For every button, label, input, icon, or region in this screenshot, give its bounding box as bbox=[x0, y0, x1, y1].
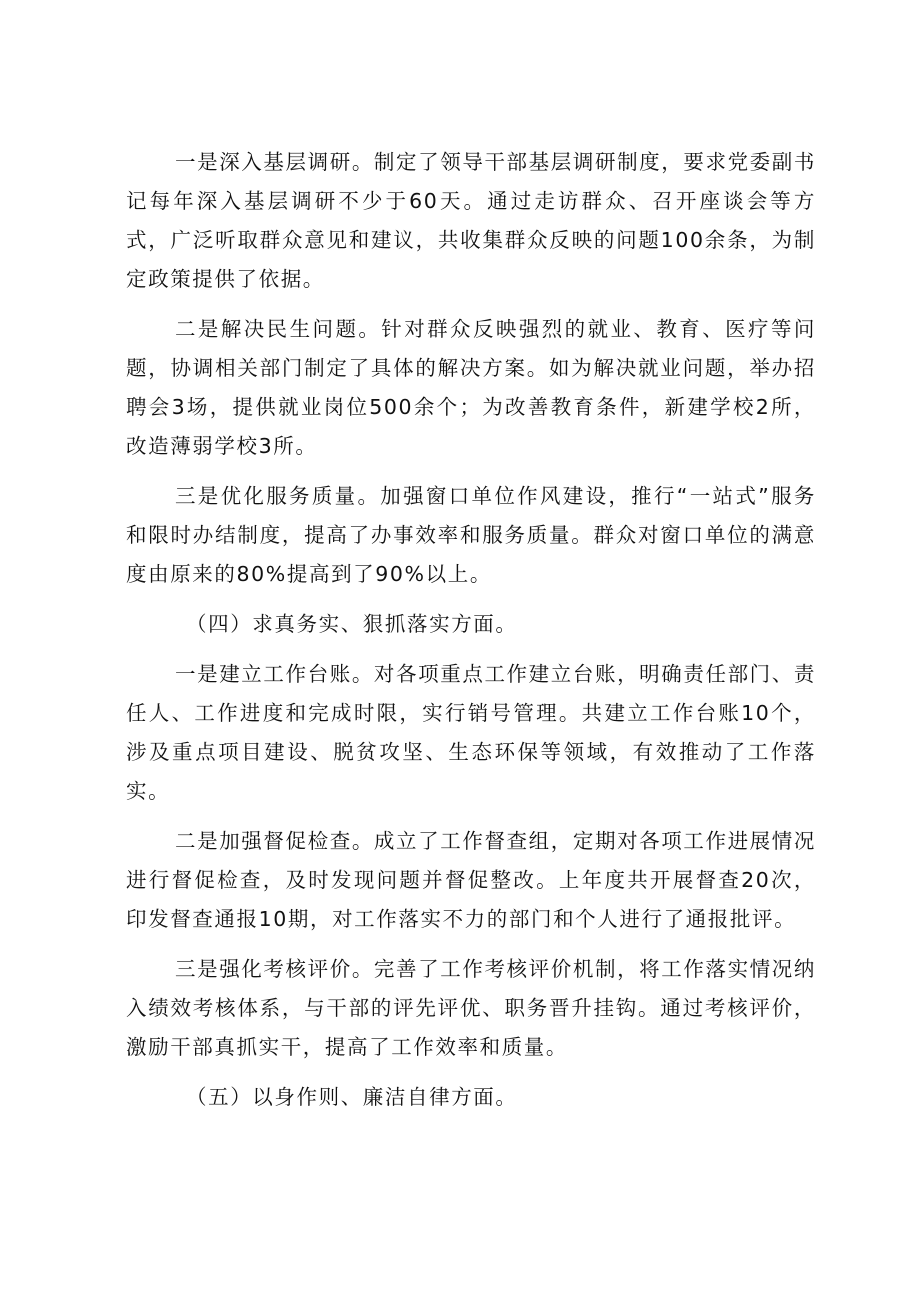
paragraph-grassroots-research: 一是深入基层调研。制定了领导干部基层调研制度，要求党委副书记每年深入基层调研不少于60天。通过走访群众、召开座谈会等方式，广泛听取群众意见和建议，共收集群众反映的问题100余条，为制定政策提供了依据。 bbox=[126, 150, 816, 291]
section-heading-4: （四）求真务实、狠抓落实方面。 bbox=[186, 612, 518, 636]
paragraph-service-quality: 三是优化服务质量。加强窗口单位作风建设，推行“一站式”服务和限时办结制度，提高了办事效率和服务质量。群众对窗口单位的满意度由原来的80%提高到了90%以上。 bbox=[126, 484, 816, 586]
section-heading-5: （五）以身作则、廉洁自律方面。 bbox=[186, 1085, 518, 1109]
paragraph-supervision: 二是加强督促检查。成立了工作督查组，定期对各项工作进展情况进行督促检查，及时发现问题并督促整改。上年度共开展督查20次，印发督查通报10期，对工作落实不力的部门和个人进行了通报批评。 bbox=[126, 829, 816, 931]
paragraph-assessment: 三是强化考核评价。完善了工作考核评价机制，将工作落实情况纳入绩效考核体系，与干部的评先评优、职务晋升挂钩。通过考核评价，激励干部真抓实干，提高了工作效率和质量。 bbox=[126, 957, 816, 1059]
paragraph-livelihood-issues: 二是解决民生问题。针对群众反映强烈的就业、教育、医疗等问题，协调相关部门制定了具体的解决方案。如为解决就业问题，举办招聘会3场，提供就业岗位500余个；为改善教育条件，新建学校2所，改造薄弱学校3所。 bbox=[126, 317, 816, 458]
document-body bbox=[126, 143, 816, 1128]
paragraph-work-ledger: 一是建立工作台账。对各项重点工作建立台账，明确责任部门、责任人、工作进度和完成时限，实行销号管理。共建立工作台账10个，涉及重点项目建设、脱贫攻坚、生态环保等领域，有效推动了工作落实。 bbox=[126, 662, 816, 803]
